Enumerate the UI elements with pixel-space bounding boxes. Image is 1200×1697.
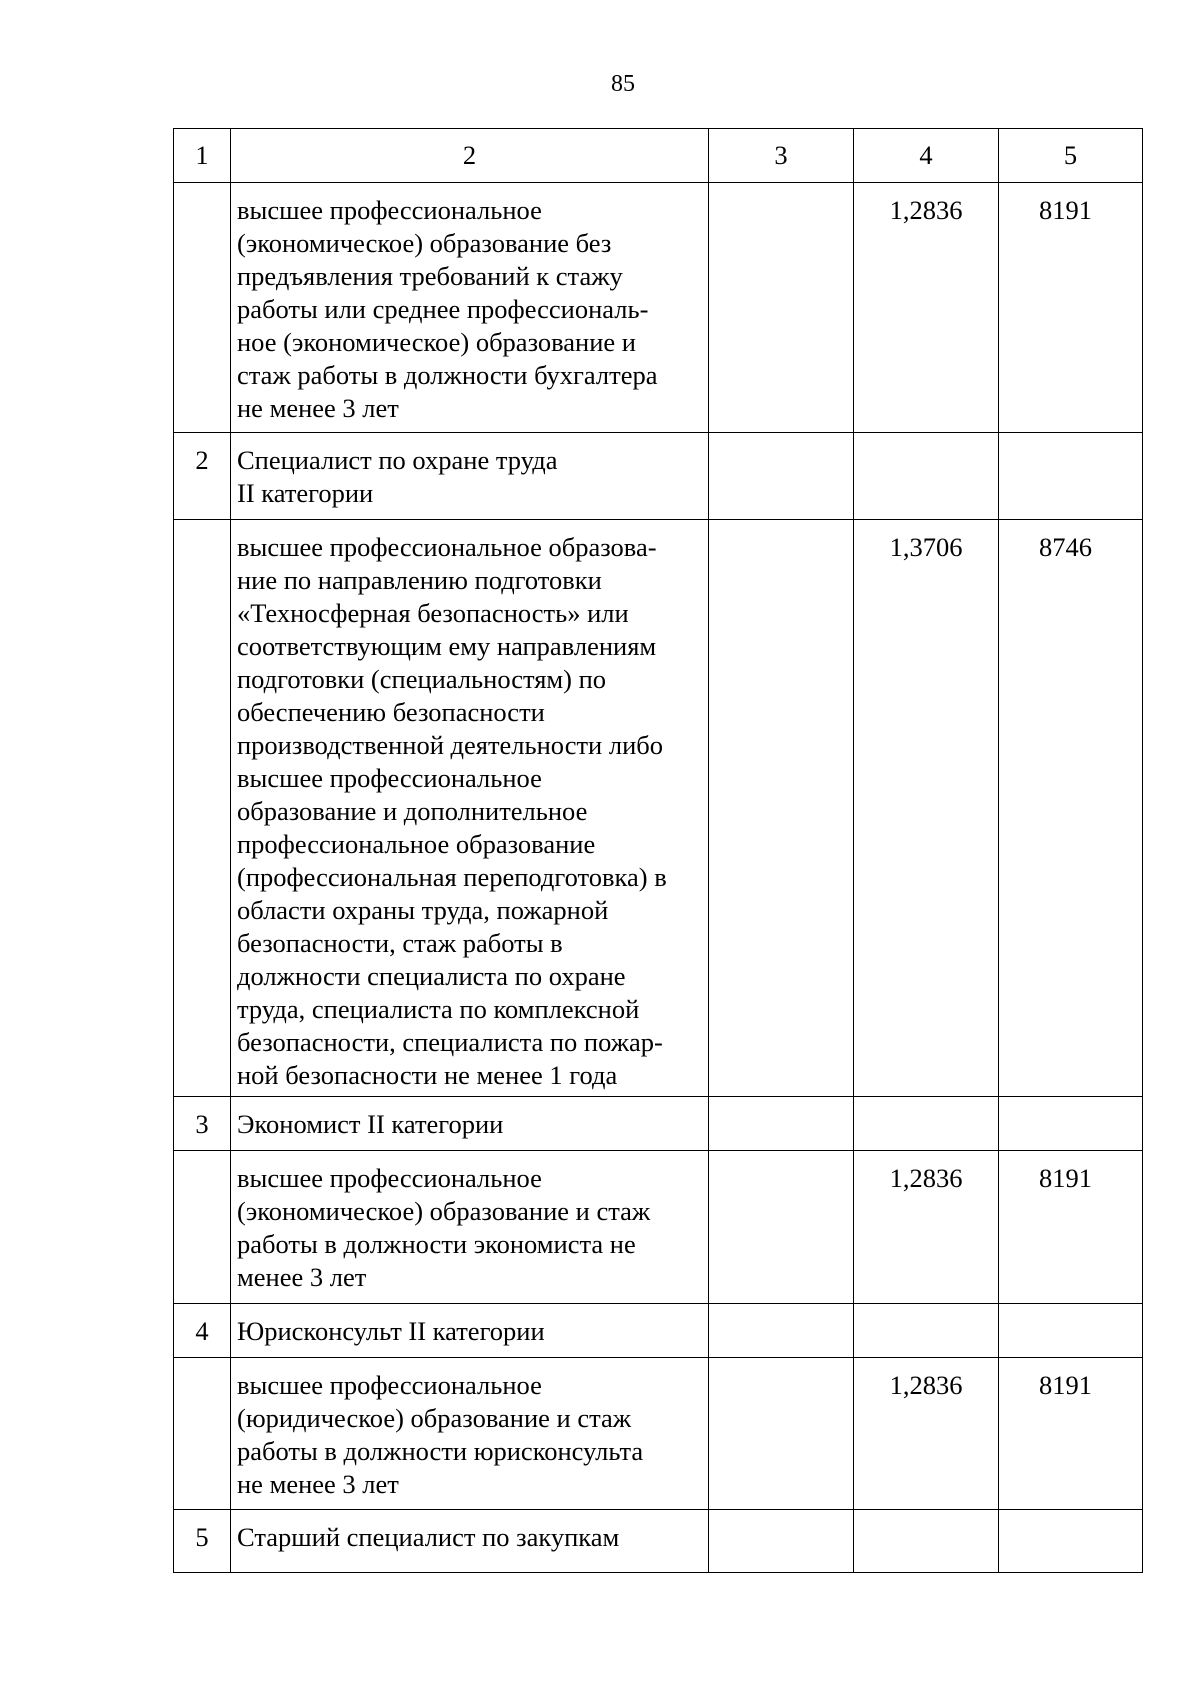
row-number-cell (174, 183, 231, 433)
header-cell-1: 1 (174, 129, 231, 183)
table-row (174, 1510, 1143, 1573)
description-line: Старший специалист по закупкам (237, 1522, 620, 1552)
row-number-cell: 4 (174, 1304, 231, 1358)
description-line: производственной деятельности либо (237, 730, 663, 760)
coefficient-cell: 1,2836 (854, 1151, 999, 1304)
header-cell-3: 3 (709, 129, 854, 183)
description-line: ное (экономическое) образование и (237, 327, 636, 357)
header-cell-5: 5 (999, 129, 1143, 183)
description-line: образование и дополнительное (237, 796, 588, 826)
header-cell-2: 2 (231, 129, 709, 183)
description-line: области охраны труда, пожарной (237, 895, 609, 925)
amount-cell (999, 1097, 1143, 1151)
description-line: (юридическое) образование и стаж (237, 1403, 632, 1433)
table-row (174, 433, 1143, 520)
coefficient-cell (854, 433, 999, 520)
amount-cell (999, 1304, 1143, 1358)
description-line: работы или среднее профессиональ- (237, 294, 649, 324)
description-line: должности специалиста по охране (237, 961, 626, 991)
description-line: менее 3 лет (237, 1262, 367, 1292)
description-line: не менее 3 лет (237, 1469, 399, 1499)
amount-cell (999, 1510, 1143, 1573)
description-line: высшее профессиональное (237, 195, 542, 225)
table-row (174, 1097, 1143, 1151)
amount-cell (999, 433, 1143, 520)
row-number-cell (174, 520, 231, 1097)
description-line: Юрисконсульт II категории (237, 1316, 545, 1346)
coefficient-cell: 1,2836 (854, 1358, 999, 1510)
description-line: работы в должности экономиста не (237, 1229, 636, 1259)
description-line: высшее профессиональное образова- (237, 532, 657, 562)
description-line: предъявления требований к стажу (237, 261, 623, 291)
column-3-cell (709, 433, 854, 520)
description-line: профессиональное образование (237, 829, 596, 859)
description-line: (экономическое) образование и стаж (237, 1196, 651, 1226)
table-row (174, 183, 1143, 433)
description-cell (231, 1304, 709, 1358)
page-number: 85 (611, 71, 635, 97)
description-line: ной безопасности не менее 1 года (237, 1060, 618, 1090)
column-3-cell (709, 1510, 854, 1573)
row-number-cell (174, 1358, 231, 1510)
column-3-cell (709, 1097, 854, 1151)
table-row (174, 1358, 1143, 1510)
description-line: Экономист II категории (237, 1109, 504, 1139)
description-line: ние по направлению подготовки (237, 565, 602, 595)
amount-cell: 8191 (999, 1358, 1143, 1510)
positions-table (173, 128, 1143, 1573)
description-line: Специалист по охране труда (237, 445, 558, 475)
description-cell (231, 433, 709, 520)
description-line: «Техносферная безопасность» или (237, 598, 629, 628)
description-cell (231, 1510, 709, 1573)
column-3-cell (709, 1151, 854, 1304)
description-line: безопасности, специалиста по пожар- (237, 1027, 663, 1057)
coefficient-cell (854, 1304, 999, 1358)
column-3-cell (709, 520, 854, 1097)
description-line: высшее профессиональное (237, 763, 542, 793)
header-cell-4: 4 (854, 129, 999, 183)
table-row (174, 520, 1143, 1097)
column-3-cell (709, 1304, 854, 1358)
description-cell (231, 183, 709, 433)
table-row (174, 1151, 1143, 1304)
coefficient-cell: 1,2836 (854, 183, 999, 433)
description-line: II категории (237, 478, 374, 508)
coefficient-cell (854, 1097, 999, 1151)
table-header-row (174, 129, 1143, 183)
description-line: безопасности, стаж работы в (237, 928, 563, 958)
description-cell (231, 520, 709, 1097)
description-cell (231, 1097, 709, 1151)
description-line: соответствующим ему направлениям (237, 631, 657, 661)
description-line: не менее 3 лет (237, 393, 399, 423)
coefficient-cell (854, 1510, 999, 1573)
column-3-cell (709, 1358, 854, 1510)
description-line: (экономическое) образование без (237, 228, 612, 258)
description-line: высшее профессиональное (237, 1163, 542, 1193)
row-number-cell (174, 1151, 231, 1304)
description-line: подготовки (специальностям) по (237, 664, 607, 694)
description-line: высшее профессиональное (237, 1370, 542, 1400)
description-line: труда, специалиста по комплексной (237, 994, 640, 1024)
description-cell (231, 1151, 709, 1304)
row-number-cell: 5 (174, 1510, 231, 1573)
description-cell (231, 1358, 709, 1510)
table-row (174, 1304, 1143, 1358)
row-number-cell: 3 (174, 1097, 231, 1151)
description-line: работы в должности юрисконсульта (237, 1436, 644, 1466)
description-line: стаж работы в должности бухгалтера (237, 360, 658, 390)
row-number-cell: 2 (174, 433, 231, 520)
amount-cell: 8746 (999, 520, 1143, 1097)
amount-cell: 8191 (999, 1151, 1143, 1304)
amount-cell: 8191 (999, 183, 1143, 433)
column-3-cell (709, 183, 854, 433)
table-body (174, 129, 1143, 1573)
coefficient-cell: 1,3706 (854, 520, 999, 1097)
description-line: (профессиональная переподготовка) в (237, 862, 667, 892)
description-line: обеспечению безопасности (237, 697, 545, 727)
